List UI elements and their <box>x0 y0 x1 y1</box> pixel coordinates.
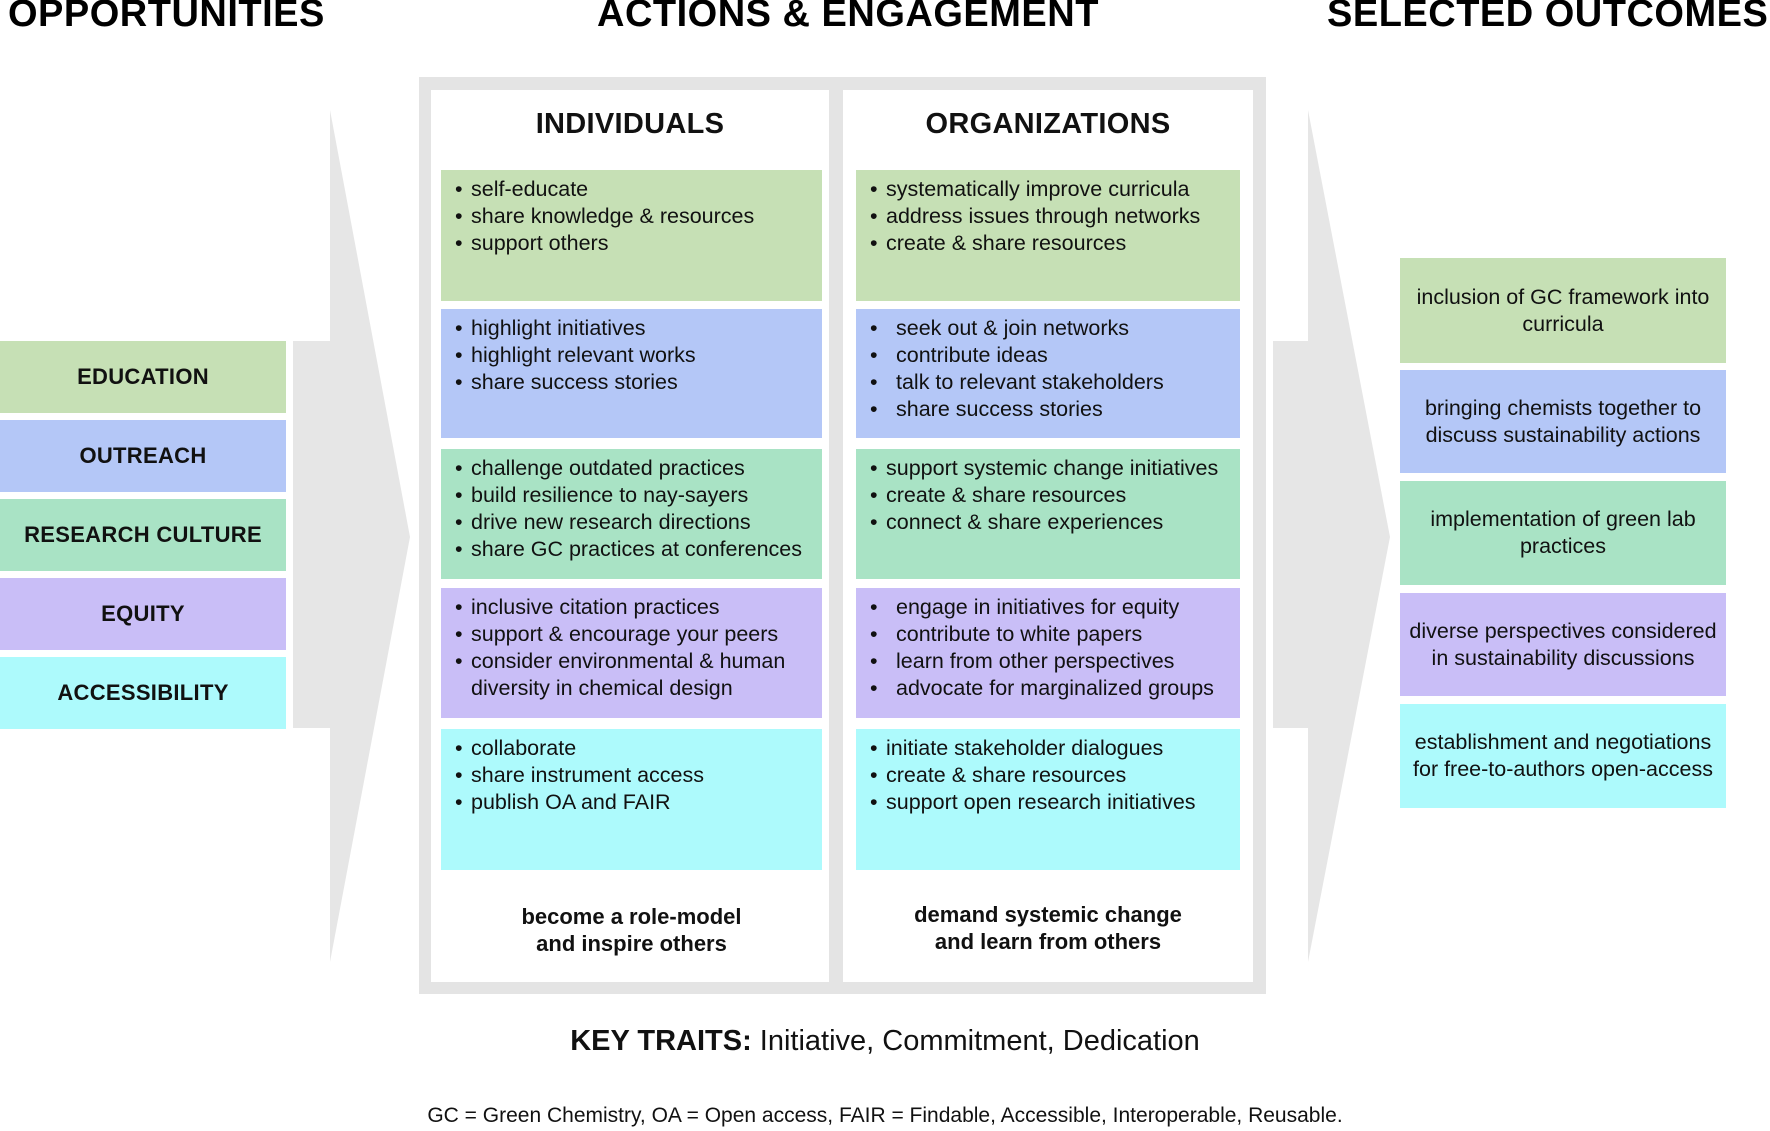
outcome-text: bringing chemists together to discuss sustainability actions <box>1424 395 1702 447</box>
outcome-diverse-perspectives <box>1400 593 1726 696</box>
individuals-title: INDIVIDUALS <box>535 108 725 140</box>
action-item: • challenge outdated practices <box>455 455 816 482</box>
action-item: • share success stories <box>455 369 816 396</box>
action-item: • share knowledge & resources <box>455 203 816 230</box>
individuals-motto <box>441 903 822 957</box>
action-item: • support others <box>455 230 816 257</box>
action-item: • self-educate <box>455 176 816 203</box>
organizations-research-culture-box <box>856 449 1240 579</box>
action-item: • talk to relevant stakeholders <box>870 369 1234 396</box>
action-item: • support open research initiatives <box>870 789 1234 816</box>
action-item: • collaborate <box>455 735 816 762</box>
opportunity-label: OUTREACH <box>79 443 207 468</box>
abbreviations-footnote: GC = Green Chemistry, OA = Open access, FAIR = Findable, Accessible, Interoperable, Reusable. <box>427 1104 1343 1127</box>
motto-line: and inspire others <box>536 931 727 956</box>
action-item: • highlight initiatives <box>455 315 816 342</box>
action-item: • address issues through networks <box>870 203 1234 230</box>
individuals-education-box <box>441 170 822 301</box>
action-item: • contribute to white papers <box>870 621 1234 648</box>
right-flow-arrow <box>1273 110 1390 962</box>
action-item: • consider environmental & human diversity in chemical design <box>455 648 816 702</box>
organizations-outreach-box <box>856 309 1240 438</box>
action-item: • contribute ideas <box>870 342 1234 369</box>
action-item: • engage in initiatives for equity <box>870 594 1234 621</box>
organizations-motto <box>856 901 1240 955</box>
action-item: • initiate stakeholder dialogues <box>870 735 1234 762</box>
motto-line: demand systemic change <box>914 902 1182 927</box>
outcome-text: inclusion of GC framework into curricula <box>1416 284 1710 336</box>
action-item: • seek out & join networks <box>870 315 1234 342</box>
individuals-equity-box <box>441 588 822 718</box>
organizations-education-box <box>856 170 1240 301</box>
action-item: • support & encourage your peers <box>455 621 816 648</box>
outcomes-header: SELECTED OUTCOMES <box>1327 0 1769 35</box>
individuals-research-culture-box <box>441 449 822 579</box>
opportunity-label: EDUCATION <box>77 364 209 389</box>
outcome-open-access <box>1400 704 1726 808</box>
opportunities-header: OPPORTUNITIES <box>8 0 325 35</box>
action-item: • share success stories <box>870 396 1234 423</box>
action-item: • advocate for marginalized groups <box>870 675 1234 702</box>
action-item: • create & share resources <box>870 230 1234 257</box>
motto-line: become a role-model <box>521 904 742 929</box>
action-item: • inclusive citation practices <box>455 594 816 621</box>
opportunity-research-culture <box>0 499 286 571</box>
outcome-text: establishment and negotiations for free-to-authors open-access <box>1413 730 1713 781</box>
action-item: • share instrument access <box>455 762 816 789</box>
left-flow-arrow <box>293 110 410 962</box>
outcome-bringing-chemists <box>1400 370 1726 473</box>
outcome-text: implementation of green lab practices <box>1430 507 1696 558</box>
opportunity-equity <box>0 578 286 650</box>
opportunity-outreach <box>0 420 286 492</box>
action-item: • drive new research directions <box>455 509 816 536</box>
outcome-green-lab <box>1400 481 1726 585</box>
outcome-text: diverse perspectives considered in sustainability discussions <box>1409 618 1717 670</box>
key-traits <box>0 1025 1770 1058</box>
opportunity-label: EQUITY <box>101 601 185 626</box>
action-item: • build resilience to nay-sayers <box>455 482 816 509</box>
action-item: • create & share resources <box>870 482 1234 509</box>
key-traits-value: Initiative, Commitment, Dedication <box>759 1025 1200 1057</box>
individuals-outreach-box <box>441 309 822 438</box>
key-traits-label: KEY TRAITS: <box>570 1025 752 1057</box>
action-item: • connect & share experiences <box>870 509 1234 536</box>
action-item: • highlight relevant works <box>455 342 816 369</box>
organizations-accessibility-box <box>856 729 1240 870</box>
motto-line: and learn from others <box>934 929 1162 954</box>
action-item: • share GC practices at conferences <box>455 536 816 563</box>
action-item: • systematically improve curricula <box>870 176 1234 203</box>
opportunity-education <box>0 341 286 413</box>
opportunity-label: RESEARCH CULTURE <box>24 522 262 547</box>
outcome-curricula <box>1400 258 1726 363</box>
individuals-accessibility-box <box>441 729 822 870</box>
organizations-title: ORGANIZATIONS <box>925 108 1171 140</box>
action-item: • create & share resources <box>870 762 1234 789</box>
action-item: • publish OA and FAIR <box>455 789 816 816</box>
organizations-equity-box <box>856 588 1240 718</box>
opportunity-accessibility <box>0 657 286 729</box>
opportunity-label: ACCESSIBILITY <box>57 680 229 705</box>
action-item: • learn from other perspectives <box>870 648 1234 675</box>
actions-header: ACTIONS & ENGAGEMENT <box>597 0 1099 35</box>
action-item: • support systemic change initiatives <box>870 455 1234 482</box>
